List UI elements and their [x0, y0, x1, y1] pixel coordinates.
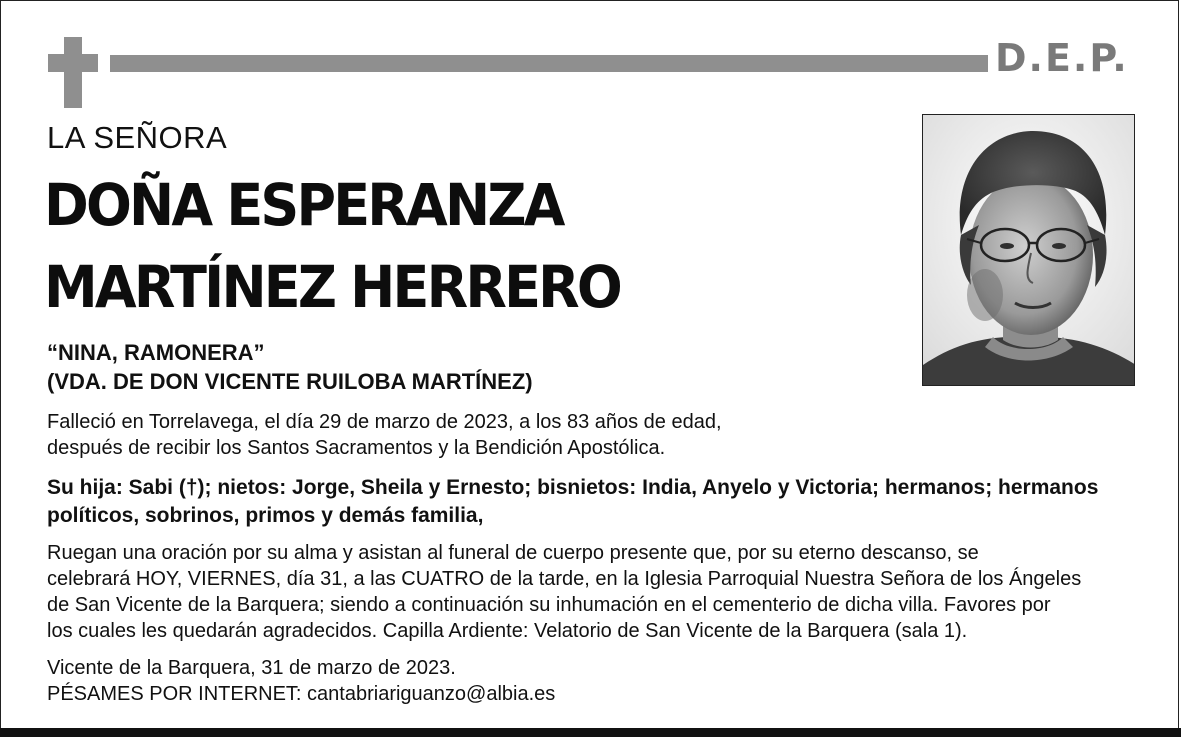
- death-notice-line-1: Falleció en Torrelavega, el día 29 de marzo de 2023, a los 83 años de edad,: [47, 411, 722, 433]
- honorific: LA SEÑORA: [47, 120, 228, 155]
- funeral-request-line-3: de San Vicente de la Barquera; siendo a continuación su inhumación en el cementerio de dicha villa. Favores por: [47, 594, 1051, 616]
- dep-label: D.E.P.: [995, 36, 1129, 80]
- bottom-rule: [0, 728, 1181, 737]
- place-date: Vicente de la Barquera, 31 de marzo de 2023.: [47, 657, 456, 679]
- nickname: “NINA, RAMONERA”: [47, 340, 265, 365]
- header-rule: [110, 55, 988, 72]
- widow-of: (VDA. DE DON VICENTE RUILOBA MARTÍNEZ): [47, 369, 533, 394]
- funeral-request-line-4: los cuales les quedarán agradecidos. Capilla Ardiente: Velatorio de San Vicente de la Barquera (sala 1).: [47, 620, 968, 642]
- condolences-email: PÉSAMES POR INTERNET: cantabriariguanzo@albia.es: [47, 683, 556, 705]
- family-line-1: Su hija: Sabi (†); nietos: Jorge, Sheila y Ernesto; bisnietos: India, Anyelo y Victoria; hermanos; hermanos: [47, 476, 1099, 499]
- death-notice-line-2: después de recibir los Santos Sacramentos y la Bendición Apostólica.: [47, 437, 666, 459]
- family-line-2: políticos, sobrinos, primos y demás familia,: [47, 504, 484, 527]
- deceased-name-line-2: MARTÍNEZ HERRERO: [44, 253, 620, 321]
- deceased-name-line-1: DOÑA ESPERANZA: [44, 171, 563, 239]
- funeral-request-line-2: celebrará HOY, VIERNES, día 31, a las CUATRO de la tarde, en la Iglesia Parroquial Nuestra Señora de los Ángeles: [47, 568, 1082, 590]
- funeral-request-line-1: Ruegan una oración por su alma y asistan al funeral de cuerpo presente que, por su eterno descanso, se: [47, 542, 979, 564]
- portrait-photo: [922, 114, 1135, 386]
